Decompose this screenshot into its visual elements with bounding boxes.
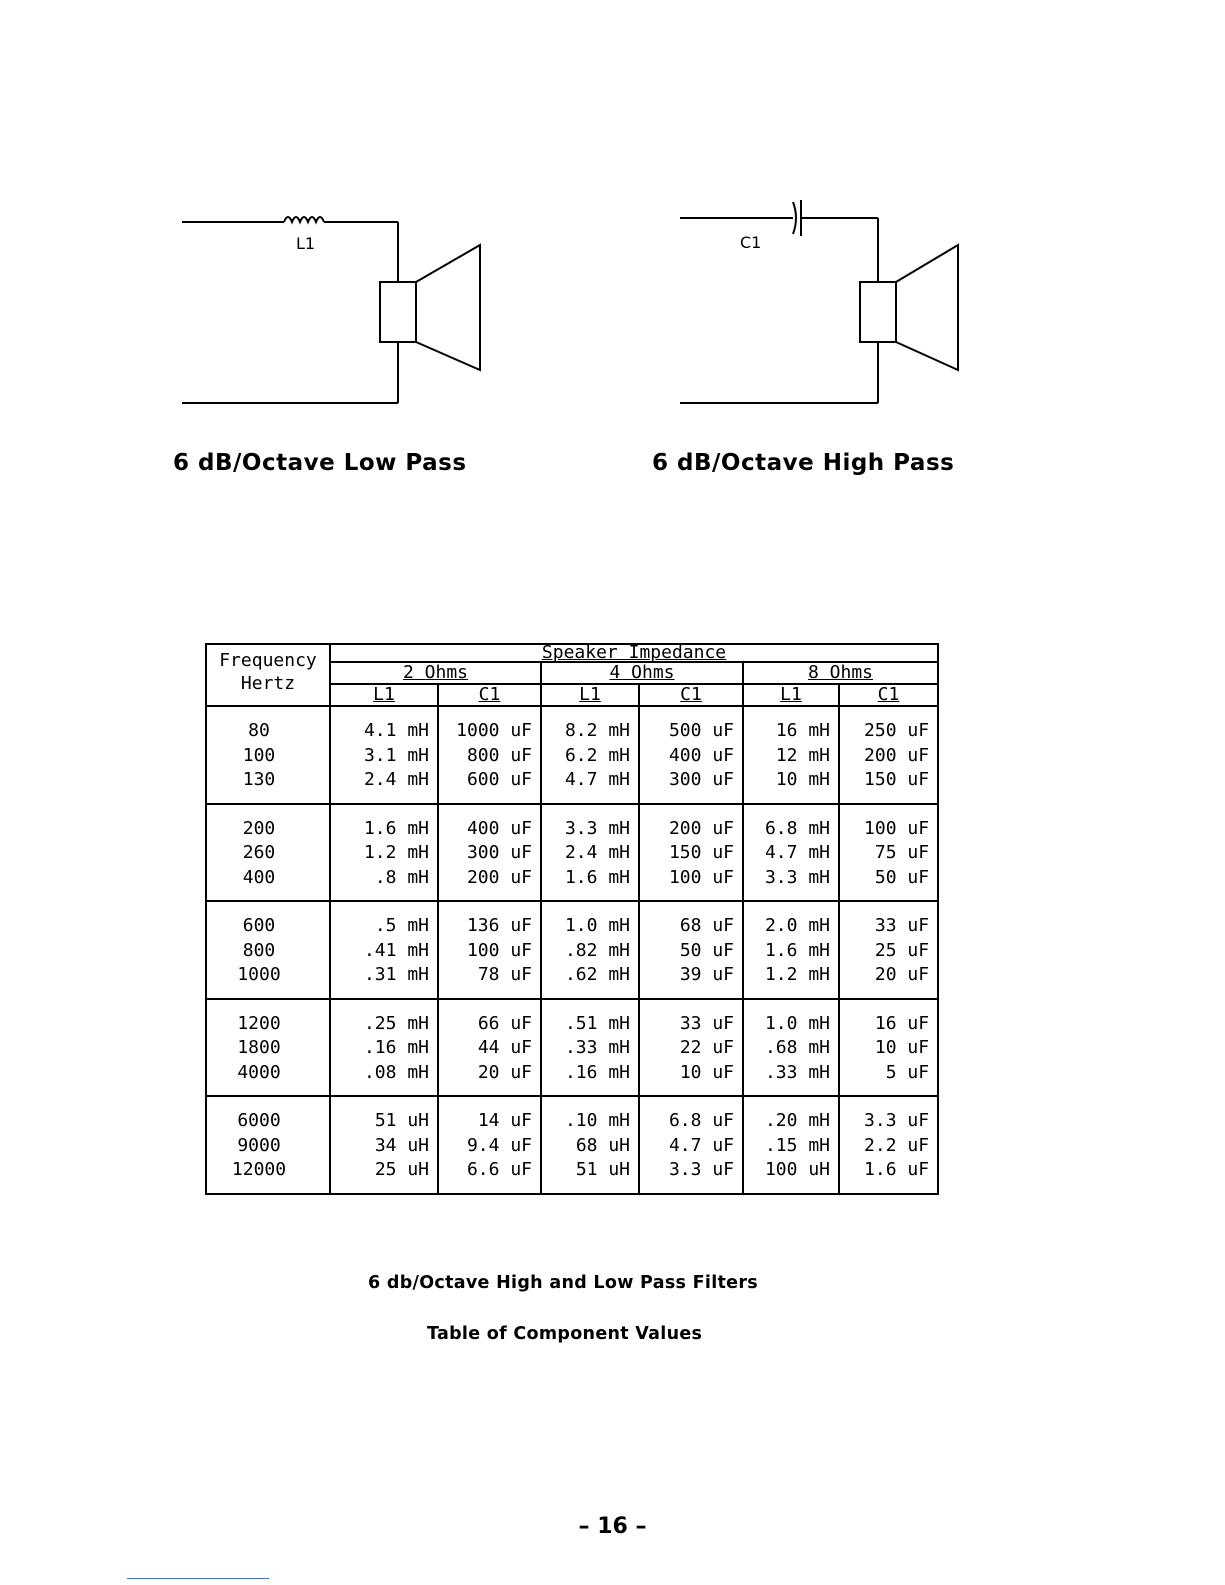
component-value: .51 mH xyxy=(564,1012,630,1034)
table-caption-title: 6 db/Octave High and Low Pass Filters xyxy=(368,1273,758,1293)
component-value: .33 mH xyxy=(564,1037,630,1058)
frequency-header-line1: Frequency xyxy=(219,650,317,671)
component-value: 51 uH xyxy=(374,1110,429,1131)
component-value: 2.0 mH xyxy=(764,915,830,936)
frequency-value: 9000 xyxy=(237,1134,281,1156)
frequency-value: 1000 xyxy=(237,964,281,985)
component-value: 8.2 mH xyxy=(564,720,630,741)
low-pass-circuit-diagram xyxy=(170,190,500,420)
component-value-cell xyxy=(541,901,639,999)
component-value: 136 uF xyxy=(466,915,532,936)
component-value: 2.2 uF xyxy=(864,1134,930,1156)
component-value: .8 mH xyxy=(374,866,429,888)
component-value: 200 uF xyxy=(668,817,734,839)
component-value: .5 mH xyxy=(374,915,429,936)
impedance-8-ohms-header: 8 Ohms xyxy=(743,662,938,684)
component-value: 1.2 mH xyxy=(764,964,830,985)
component-value: 16 mH xyxy=(775,720,830,741)
component-value: 9.4 uF xyxy=(466,1134,532,1156)
component-value: .33 mH xyxy=(764,1061,830,1083)
component-value: 1.6 uF xyxy=(864,1159,930,1180)
component-value-cell xyxy=(743,1096,839,1194)
frequency-value: 100 xyxy=(242,744,276,766)
component-value: .20 mH xyxy=(764,1110,830,1131)
component-value: 66 uF xyxy=(477,1012,532,1034)
component-value: 4.1 mH xyxy=(363,720,429,741)
component-value-cell xyxy=(541,706,639,804)
component-value: 33 uF xyxy=(679,1012,734,1034)
component-value: 4.7 mH xyxy=(764,842,830,863)
frequency-value: 200 xyxy=(242,817,276,839)
frequency-cell xyxy=(206,706,330,804)
speaker-cone xyxy=(416,245,480,370)
component-value-cell xyxy=(743,901,839,999)
component-value: 100 uF xyxy=(864,817,930,839)
component-value: 6.6 uF xyxy=(466,1159,532,1180)
frequency-cell xyxy=(206,999,330,1097)
component-value: 800 uF xyxy=(466,744,532,766)
component-value: 500 uF xyxy=(668,720,734,741)
col-header-l1: L1 xyxy=(330,684,438,706)
component-value: 5 uF xyxy=(885,1061,930,1083)
component-value: .68 mH xyxy=(764,1037,830,1058)
frequency-value: 12000 xyxy=(231,1159,287,1180)
table-row-group xyxy=(206,1096,938,1194)
component-value: 22 uF xyxy=(679,1037,734,1058)
component-value: 2.4 mH xyxy=(363,769,429,790)
component-value: 12 mH xyxy=(775,744,830,766)
speaker-magnet xyxy=(380,282,416,342)
component-value: 50 uF xyxy=(679,939,734,961)
component-value-cell xyxy=(743,999,839,1097)
component-value-cell xyxy=(330,901,438,999)
component-value: .82 mH xyxy=(564,939,630,961)
component-value: 4.7 uF xyxy=(668,1134,734,1156)
frequency-value: 600 xyxy=(242,915,276,936)
component-value: .31 mH xyxy=(363,964,429,985)
component-value: 100 uF xyxy=(668,866,734,888)
component-value: 75 uF xyxy=(874,842,930,863)
frequency-value: 1800 xyxy=(237,1037,281,1058)
component-value: 68 uH xyxy=(575,1134,630,1156)
table-row-group xyxy=(206,804,938,902)
frequency-cell xyxy=(206,901,330,999)
component-value-cell xyxy=(330,1096,438,1194)
frequency-value: 4000 xyxy=(237,1061,281,1083)
component-value: 3.3 mH xyxy=(764,866,830,888)
table-row-group xyxy=(206,901,938,999)
component-value-cell xyxy=(330,999,438,1097)
component-value-cell xyxy=(438,901,541,999)
frequency-value: 80 xyxy=(248,720,270,741)
component-value: 25 uH xyxy=(374,1159,429,1180)
component-value-cell xyxy=(330,706,438,804)
component-value: 44 uF xyxy=(477,1037,532,1058)
component-value-cell xyxy=(541,1096,639,1194)
table-row-group xyxy=(206,999,938,1097)
component-value: 3.3 uF xyxy=(864,1110,930,1131)
component-value: 1.0 mH xyxy=(764,1012,830,1034)
component-value-cell xyxy=(639,706,743,804)
component-value: 20 uF xyxy=(477,1061,532,1083)
component-value: 400 uF xyxy=(668,744,734,766)
page-number: – 16 – xyxy=(578,1514,647,1539)
component-value: 250 uF xyxy=(864,720,930,741)
component-value: 33 uF xyxy=(874,915,930,936)
component-value: 1.6 mH xyxy=(764,939,830,961)
component-value-cell xyxy=(639,1096,743,1194)
component-value-cell xyxy=(743,804,839,902)
low-pass-title: 6 dB/Octave Low Pass xyxy=(173,450,467,476)
component-value: 50 uF xyxy=(874,866,930,888)
frequency-header xyxy=(206,644,330,706)
component-value-cell xyxy=(438,706,541,804)
impedance-2-ohms-header: 2 Ohms xyxy=(330,662,541,684)
frequency-header-line2: Hertz xyxy=(240,673,296,694)
footer-rule xyxy=(127,1578,269,1579)
component-value: 34 uH xyxy=(374,1134,429,1156)
component-value: 3.3 uF xyxy=(668,1159,734,1180)
table-row-group xyxy=(206,706,938,804)
component-value: 200 uF xyxy=(466,866,532,888)
frequency-cell xyxy=(206,804,330,902)
component-value-cell xyxy=(639,901,743,999)
component-value-cell xyxy=(839,804,938,902)
component-value: 1.6 mH xyxy=(363,817,429,839)
frequency-value: 6000 xyxy=(237,1110,281,1131)
component-value: 3.1 mH xyxy=(363,744,429,766)
capacitor-c1-plate-curved xyxy=(793,202,796,234)
component-value: 150 uF xyxy=(864,769,930,790)
component-value: .62 mH xyxy=(564,964,630,985)
speaker-cone xyxy=(896,245,958,370)
speaker-impedance-label: Speaker Impedance xyxy=(541,642,727,663)
component-value: 4.7 mH xyxy=(564,769,630,790)
col-header-c1: C1 xyxy=(438,684,541,706)
frequency-value: 800 xyxy=(242,939,276,961)
speaker-impedance-header xyxy=(330,644,938,662)
component-value: 6.8 uF xyxy=(668,1110,734,1131)
inductor-l1-symbol xyxy=(284,217,324,222)
impedance-4-ohms-header: 4 Ohms xyxy=(541,662,743,684)
component-value-cell xyxy=(541,999,639,1097)
frequency-value: 1200 xyxy=(237,1012,281,1034)
component-value: 68 uF xyxy=(679,915,734,936)
component-value: 1.2 mH xyxy=(363,842,429,863)
component-value-cell xyxy=(839,1096,938,1194)
component-value: 51 uH xyxy=(575,1159,630,1180)
component-value: 10 uF xyxy=(679,1061,734,1083)
component-value-cell xyxy=(330,804,438,902)
component-value-cell xyxy=(839,901,938,999)
component-value-cell xyxy=(438,1096,541,1194)
component-value: .15 mH xyxy=(764,1134,830,1156)
frequency-cell xyxy=(206,1096,330,1194)
component-value: 39 uF xyxy=(679,964,734,985)
component-value: 400 uF xyxy=(466,817,532,839)
component-value: 1.0 mH xyxy=(564,915,630,936)
speaker-magnet xyxy=(860,282,896,342)
component-value: 300 uF xyxy=(668,769,734,790)
component-value: 2.4 mH xyxy=(564,842,630,863)
component-value-cell xyxy=(743,706,839,804)
component-value: .16 mH xyxy=(363,1037,429,1058)
col-header-l1: L1 xyxy=(743,684,839,706)
frequency-value: 400 xyxy=(242,866,276,888)
col-header-c1: C1 xyxy=(839,684,938,706)
component-value: .16 mH xyxy=(564,1061,630,1083)
component-value: 25 uF xyxy=(874,939,930,961)
component-value: 16 uF xyxy=(874,1012,930,1034)
component-value: 20 uF xyxy=(874,964,930,985)
component-value: 600 uF xyxy=(466,769,532,790)
component-value: 100 uF xyxy=(466,939,532,961)
component-value: .10 mH xyxy=(564,1110,630,1131)
component-value: 1.6 mH xyxy=(564,866,630,888)
component-value-cell xyxy=(839,999,938,1097)
inductor-label: L1 xyxy=(296,234,316,253)
component-value: 6.8 mH xyxy=(764,817,830,839)
col-header-l1: L1 xyxy=(541,684,639,706)
component-value: 78 uF xyxy=(477,964,532,985)
component-value: 10 mH xyxy=(775,769,830,790)
table-caption-subtitle: Table of Component Values xyxy=(427,1324,703,1344)
component-value: 150 uF xyxy=(668,842,734,863)
component-value: 10 uF xyxy=(874,1037,930,1058)
component-value: .25 mH xyxy=(363,1012,429,1034)
component-value-cell xyxy=(839,706,938,804)
component-value: 6.2 mH xyxy=(564,744,630,766)
col-header-c1: C1 xyxy=(639,684,743,706)
high-pass-circuit-diagram xyxy=(668,190,998,420)
high-pass-title: 6 dB/Octave High Pass xyxy=(652,450,955,476)
component-value: 200 uF xyxy=(864,744,930,766)
component-value-cell xyxy=(639,804,743,902)
component-value-cell xyxy=(438,999,541,1097)
component-value-cell xyxy=(438,804,541,902)
component-value-cell xyxy=(541,804,639,902)
frequency-value: 260 xyxy=(242,842,276,863)
component-value: 100 uH xyxy=(764,1159,830,1180)
component-value: .08 mH xyxy=(363,1061,429,1083)
capacitor-label: C1 xyxy=(740,233,762,252)
component-values-table xyxy=(205,643,939,1195)
component-value: 3.3 mH xyxy=(564,817,630,839)
component-value: 300 uF xyxy=(466,842,532,863)
frequency-value: 130 xyxy=(242,769,276,790)
component-value-cell xyxy=(639,999,743,1097)
component-value: 14 uF xyxy=(477,1110,532,1131)
component-value: 1000 uF xyxy=(456,720,532,741)
component-value: .41 mH xyxy=(363,939,429,961)
